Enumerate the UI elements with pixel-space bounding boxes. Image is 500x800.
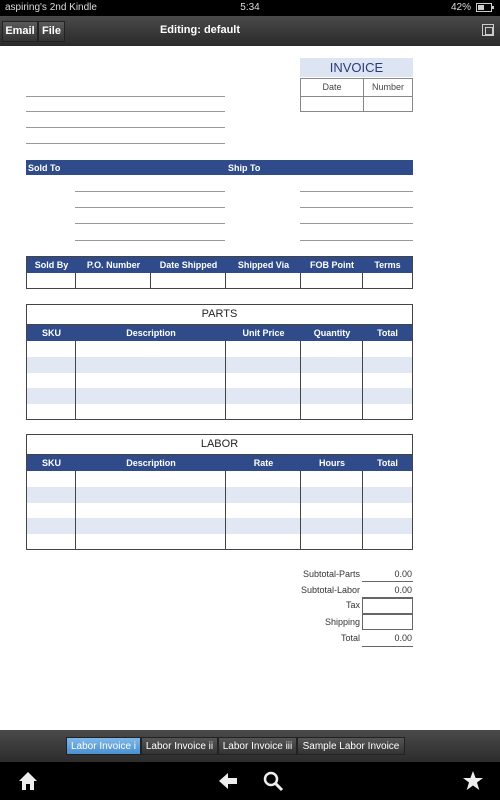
shipping-info-header bbox=[27, 257, 412, 273]
column-divider bbox=[75, 471, 76, 549]
company-address-line[interactable] bbox=[26, 143, 225, 144]
column-header: Description bbox=[126, 458, 176, 468]
column-header: Hours bbox=[318, 458, 345, 468]
column-header: FOB Point bbox=[310, 260, 354, 270]
column-divider bbox=[225, 341, 226, 419]
navigation-bar bbox=[0, 762, 500, 800]
app-toolbar bbox=[0, 16, 500, 46]
clock: 5:34 bbox=[240, 2, 260, 13]
shipping-field[interactable] bbox=[362, 614, 413, 630]
file-button[interactable]: File bbox=[38, 21, 65, 42]
table-row[interactable] bbox=[27, 357, 412, 373]
sold-to-line[interactable] bbox=[75, 207, 225, 208]
sold-to-line[interactable] bbox=[75, 240, 225, 241]
ship-to-label: Ship To bbox=[228, 163, 261, 173]
subtotal-parts-label: Subtotal-Parts bbox=[302, 569, 360, 579]
tax-label: Tax bbox=[345, 600, 360, 610]
column-divider bbox=[300, 273, 301, 289]
home-icon[interactable] bbox=[17, 770, 39, 792]
column-header: P.O. Number bbox=[86, 260, 141, 270]
tax-field[interactable] bbox=[362, 598, 413, 614]
column-header: Quantity bbox=[313, 328, 351, 338]
column-divider bbox=[362, 341, 363, 419]
sheet-tab-bar bbox=[0, 730, 500, 762]
table-row[interactable] bbox=[27, 388, 412, 404]
table-row[interactable] bbox=[27, 518, 412, 534]
subtotal-parts-value: 0.00 bbox=[394, 569, 412, 579]
column-divider bbox=[75, 341, 76, 419]
total-value: 0.00 bbox=[394, 633, 412, 643]
column-header: SKU bbox=[41, 458, 61, 468]
sold-to-line[interactable] bbox=[75, 223, 225, 224]
number-label: Number bbox=[363, 79, 412, 96]
column-header: Total bbox=[377, 458, 398, 468]
battery-icon bbox=[476, 3, 492, 12]
column-header: Shipped Via bbox=[237, 260, 290, 270]
total-label: Total bbox=[340, 633, 360, 643]
date-label: Date bbox=[322, 82, 342, 92]
company-address-line[interactable] bbox=[26, 111, 225, 112]
subtotal-parts-underline bbox=[362, 581, 413, 582]
labor-header bbox=[27, 455, 412, 471]
sold-to-line[interactable] bbox=[75, 191, 225, 192]
column-divider bbox=[300, 341, 301, 419]
subtotal-labor-value: 0.00 bbox=[394, 585, 412, 595]
column-divider bbox=[300, 471, 301, 549]
column-header: Date Shipped bbox=[159, 260, 218, 270]
document-title: Editing: default bbox=[159, 24, 241, 36]
column-divider bbox=[150, 273, 151, 289]
sold-to-label: Sold To bbox=[28, 163, 61, 173]
column-header: Sold By bbox=[34, 260, 69, 270]
invoice-title: INVOICE bbox=[300, 58, 413, 77]
table-row[interactable] bbox=[27, 534, 412, 549]
column-divider bbox=[362, 471, 363, 549]
column-divider bbox=[225, 471, 226, 549]
company-address-line[interactable] bbox=[26, 96, 225, 97]
tab-labor-invoice-ii[interactable]: Labor Invoice ii bbox=[141, 737, 218, 755]
back-icon[interactable] bbox=[217, 770, 239, 792]
column-divider bbox=[362, 273, 363, 289]
address-header-bar bbox=[26, 160, 413, 175]
ship-to-line[interactable] bbox=[300, 207, 413, 208]
tab-labor-invoice-i[interactable]: Labor Invoice i bbox=[66, 737, 141, 755]
total-underline bbox=[362, 646, 413, 647]
column-header: SKU bbox=[41, 328, 61, 338]
fullscreen-icon[interactable] bbox=[482, 24, 494, 36]
parts-header bbox=[27, 325, 412, 341]
tab-sample-labor-invoice[interactable]: Sample Labor Invoice bbox=[297, 737, 405, 755]
ship-to-line[interactable] bbox=[300, 191, 413, 192]
table-row[interactable] bbox=[27, 503, 412, 518]
search-icon[interactable] bbox=[262, 770, 284, 792]
labor-table bbox=[26, 434, 413, 550]
ship-to-line[interactable] bbox=[300, 240, 413, 241]
number-field[interactable] bbox=[363, 96, 412, 112]
shipping-info-table bbox=[26, 256, 413, 289]
device-name: aspiring's 2nd Kindle bbox=[5, 2, 97, 13]
table-row[interactable] bbox=[27, 471, 412, 487]
table-row[interactable] bbox=[27, 341, 412, 357]
column-header: Description bbox=[126, 328, 176, 338]
battery-percent: 42% bbox=[450, 2, 471, 13]
column-header: Unit Price bbox=[242, 328, 285, 338]
status-bar bbox=[0, 0, 500, 16]
invoice-meta-box bbox=[300, 78, 413, 112]
column-divider bbox=[75, 273, 76, 289]
parts-title: PARTS bbox=[27, 305, 412, 325]
email-button[interactable]: Email bbox=[2, 21, 38, 42]
parts-table bbox=[26, 304, 413, 420]
tab-labor-invoice-iii[interactable]: Labor Invoice iii bbox=[218, 737, 297, 755]
labor-title: LABOR bbox=[27, 435, 412, 455]
column-header: Terms bbox=[374, 260, 401, 270]
shipping-label: Shipping bbox=[324, 617, 360, 627]
subtotal-labor-label: Subtotal-Labor bbox=[300, 585, 360, 595]
ship-to-line[interactable] bbox=[300, 223, 413, 224]
favorites-icon[interactable] bbox=[462, 770, 484, 792]
table-row[interactable] bbox=[27, 404, 412, 419]
column-header: Total bbox=[377, 328, 398, 338]
company-address-line[interactable] bbox=[26, 127, 225, 128]
date-field[interactable] bbox=[301, 96, 363, 112]
column-header: Rate bbox=[253, 458, 274, 468]
column-divider bbox=[225, 273, 226, 289]
table-row[interactable] bbox=[27, 373, 412, 388]
table-row[interactable] bbox=[27, 487, 412, 503]
